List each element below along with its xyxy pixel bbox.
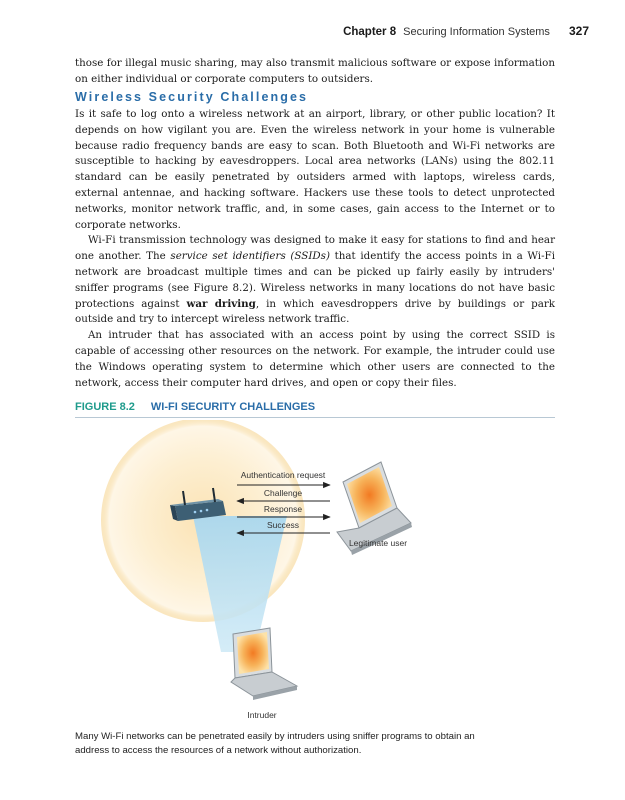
intro-block xyxy=(75,56,555,88)
intruder-label: Intruder xyxy=(247,710,277,720)
figure-label xyxy=(75,401,315,413)
paragraph-3: An intruder that has associated with an access point by using the correct SSID is capable of accessing other resources on the network. For example, the intruder could use the Windows operating system to determine which other users are connected to the network, access their computer hard drives, and open or copy their files. xyxy=(75,329,555,389)
war-driving-term: war driving xyxy=(186,297,256,310)
response-label: Response xyxy=(263,504,303,514)
paragraph-1: Is it safe to log onto a wireless network at an airport, library, or other public location? It depends on how vigilant you are. Even the wireless network in your home is vulnerable because radio frequency bands are easy to scan. Both Bluetooth and Wi-Fi networks are susceptible to hacking by eavesdroppers. Local area networks (LANs) using the 802.11 standard can be easily penetrated by outsiders armed with laptops, wireless cards, external antennae, and hacking software. Hackers use these tools to detect unprotected networks, monitor network traffic, and, in some cases, gain access to the Internet or to corporate networks. xyxy=(75,108,555,231)
chapter-title: Securing Information Systems xyxy=(403,26,550,38)
chapter-label: Chapter 8 xyxy=(343,26,397,38)
auth-request-label: Authentication request xyxy=(240,470,326,480)
figure-rule xyxy=(75,417,555,418)
legitimate-user-label: Legitimate user xyxy=(348,538,408,548)
running-header xyxy=(343,24,589,38)
intruder-laptop xyxy=(231,628,297,700)
section-body xyxy=(75,107,555,391)
paragraph-2: Wi-Fi transmission technology was designed to make it easy for stations to find and hear one another. The service set identifiers (SSIDs) that identify the access points in a Wi-Fi network are broadcast multiple times and can be picked up fairly easily by intruders' sniffer programs (see Figure 8.2). Wireless networks in many locations do not have basic protections against war driving, in which eavesdroppers drive by buildings or park outside and try to intercept wireless network traffic. xyxy=(75,234,555,326)
section-heading: Wireless Security Challenges xyxy=(75,90,309,104)
challenge-label: Challenge xyxy=(263,488,303,498)
figure-title: WI-FI SECURITY CHALLENGES xyxy=(150,401,316,413)
figure-caption: Many Wi-Fi networks can be penetrated easily by intruders using sniffer programs to obtain an address to access the resources of a network without authorization. xyxy=(75,731,475,756)
intro-paragraph: those for illegal music sharing, may also transmit malicious software or expose information on either individual or corporate computers to outsiders. xyxy=(75,57,555,85)
page-number: 327 xyxy=(568,24,589,38)
wifi-diagram xyxy=(75,420,555,720)
success-label: Success xyxy=(266,520,300,530)
figure-number: FIGURE 8.2 xyxy=(75,401,135,413)
ssid-term: service set identifiers (SSIDs) xyxy=(170,250,330,263)
